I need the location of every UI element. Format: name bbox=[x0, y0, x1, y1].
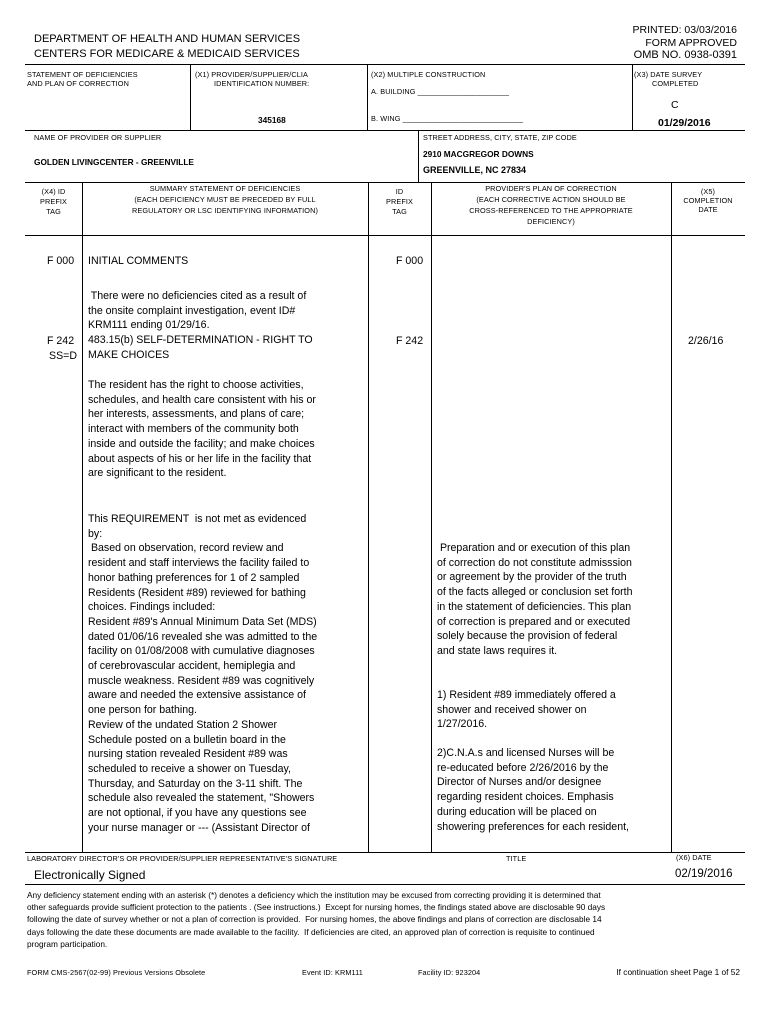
id-header: ID bbox=[395, 187, 404, 196]
event-id: Event ID: KRM111 bbox=[302, 968, 363, 977]
x4-header: PREFIX bbox=[40, 197, 67, 206]
id-header: PREFIX bbox=[386, 197, 413, 206]
provider-label: NAME OF PROVIDER OR SUPPLIER bbox=[34, 133, 162, 142]
x5-header: (X5) bbox=[700, 187, 716, 196]
rule bbox=[190, 64, 191, 130]
plan-header: DEFICIENCY) bbox=[527, 217, 575, 226]
rule bbox=[368, 182, 369, 852]
rule bbox=[25, 64, 745, 65]
summary-paragraph: The resident has the right to choose activities, schedules, and health care consistent with his or her interests, assessments, and plans of care; interact with members of the community both inside and outside the facility; and make choices about aspects of his or her life in the facility that are significant to the resident. bbox=[88, 379, 316, 480]
electronic-signature: Electronically Signed bbox=[34, 868, 146, 882]
address-city: GREENVILLE, NC 27834 bbox=[423, 165, 527, 175]
building-label: A. BUILDING ______________________ bbox=[371, 87, 510, 96]
date-label: (X6) DATE bbox=[676, 853, 712, 862]
provider-name: GOLDEN LIVINGCENTER - GREENVILLE bbox=[34, 157, 194, 167]
x1-label: (X1) PROVIDER/SUPPLIER/CLIA bbox=[195, 70, 308, 79]
disclaimer-text: Any deficiency statement ending with an asterisk (*) denotes a deficiency which the institution may be excused from correcting providing it is determined that other safeguards provide sufficient protection to the patients . (See instructions.) Except for nursing homes, the findings stated above are disclosable 90 days following the date of survey whether or not a plan of correction is provided. For nursing homes, the above findings and plans of correction are disclosable 14 days following the date these documents are made available to the facility. If deficiencies are cited, an approved plan of correction is requisite to continued program participation. bbox=[27, 890, 606, 949]
rule bbox=[632, 64, 633, 130]
right-tag-f000: F 000 bbox=[396, 255, 424, 267]
x3-label: COMPLETED bbox=[652, 79, 699, 88]
summary-paragraph: This REQUIREMENT is not met as evidenced by: Based on observation, record review and resident and staff interviews the facility failed to honor bathing preferences for 1 of 2 sampled Residents (Resident #89) reviewed for bathing choices. Findings included: Resident #89's Annual Minimum Data Set (MDS) dated 01/06/16 revealed she was admitted to the facility on 01/08/2008 with cumulative diagnoses of cerebrovascular accident, hemiplegia and muscle weakness. Resident #89 was cognitively aware and needed the extensive assistance of one person for bathing. Review of the undated Station 2 Shower Schedule posted on a bulletin board in the nursing station revealed Resident #89 was scheduled to receive a shower on Tuesday, Thursday, and Saturday on the 3-11 shift. The schedule also revealed the statement, "Showers are not optional, if you have any questions see your nurse manager or --- (Assistant Director of bbox=[88, 513, 318, 834]
x2-label: (X2) MULTIPLE CONSTRUCTION bbox=[371, 70, 486, 79]
summary-paragraph: There were no deficiencies cited as a result of the onsite complaint investigation, event ID# KRM111 ending 01/29/16. 483.15(b) SELF-DETERMINATION - RIGHT TO MAKE CHOICES bbox=[88, 290, 313, 361]
facility-id: Facility ID: 923204 bbox=[418, 968, 481, 977]
rule bbox=[431, 182, 432, 852]
provider-id-number: 345168 bbox=[258, 115, 286, 125]
title-label: TITLE bbox=[506, 854, 527, 863]
rule bbox=[82, 182, 83, 852]
survey-type-code: C bbox=[671, 99, 679, 111]
left-tag-f242: F 242 bbox=[47, 335, 75, 347]
id-header: TAG bbox=[392, 207, 407, 216]
x4-header: (X4) ID bbox=[41, 187, 66, 196]
address-label: STREET ADDRESS, CITY, STATE, ZIP CODE bbox=[423, 133, 577, 142]
completion-date: 2/26/16 bbox=[688, 335, 724, 347]
plan-paragraph: Preparation and or execution of this plan of correction do not constitute admisssion or agreement by the provider of the truth of the facts alleged or conclusion set forth in the statement of deficiencies. This plan of correction is prepared and or executed solely because the provision of federal and state laws requires it. bbox=[437, 542, 633, 657]
plan-header: CROSS-REFERENCED TO THE APPROPRIATE bbox=[469, 206, 633, 215]
rule bbox=[367, 64, 368, 130]
rule bbox=[25, 182, 745, 183]
wing-label: B. WING _____________________________ bbox=[371, 114, 524, 123]
rule bbox=[25, 130, 745, 131]
plan-header: PROVIDER'S PLAN OF CORRECTION bbox=[485, 184, 617, 193]
form-number: FORM CMS-2567(02-99) Previous Versions Obsolete bbox=[27, 968, 206, 977]
plan-paragraph: 1) Resident #89 immediately offered a shower and received shower on 1/27/2016. bbox=[437, 689, 616, 731]
rule bbox=[25, 884, 745, 885]
rule bbox=[25, 235, 745, 236]
printed-date: PRINTED: 03/03/2016 bbox=[632, 24, 737, 36]
x5-header: COMPLETION bbox=[683, 196, 733, 205]
x3-label: (X3) DATE SURVEY bbox=[634, 70, 703, 79]
x5-header: DATE bbox=[698, 205, 718, 214]
x1-label: IDENTIFICATION NUMBER: bbox=[214, 79, 310, 88]
rule bbox=[671, 182, 672, 852]
summary-header: SUMMARY STATEMENT OF DEFICIENCIES bbox=[149, 184, 301, 193]
department-line: DEPARTMENT OF HEALTH AND HUMAN SERVICES bbox=[34, 33, 301, 45]
signature-date: 02/19/2016 bbox=[675, 868, 733, 880]
address-street: 2910 MACGREGOR DOWNS bbox=[423, 149, 534, 159]
initial-comments-heading: INITIAL COMMENTS bbox=[88, 255, 189, 267]
summary-header: (EACH DEFICIENCY MUST BE PRECEDED BY FULL bbox=[134, 195, 316, 204]
statement-label: AND PLAN OF CORRECTION bbox=[27, 79, 129, 88]
page-number: If continuation sheet Page 1 of 52 bbox=[616, 967, 740, 977]
x4-header: TAG bbox=[46, 207, 61, 216]
rule bbox=[418, 130, 419, 182]
left-tag-severity: SS=D bbox=[49, 350, 77, 362]
omb-number: OMB NO. 0938-0391 bbox=[633, 49, 737, 61]
summary-header: REGULATORY OR LSC IDENTIFYING INFORMATION) bbox=[132, 206, 318, 215]
survey-completed-date: 01/29/2016 bbox=[658, 117, 711, 129]
plan-header: (EACH CORRECTIVE ACTION SHOULD BE bbox=[476, 195, 626, 204]
left-tag-f000: F 000 bbox=[47, 255, 75, 267]
right-tag-f242: F 242 bbox=[396, 335, 424, 347]
plan-paragraph: 2)C.N.A.s and licensed Nurses will be re-educated before 2/26/2016 by the Director of Nurses and/or designee regarding resident choices. Emphasis during education will be placed on showering preferences for each resident, bbox=[437, 747, 629, 833]
rule bbox=[25, 852, 745, 853]
signature-label: LABORATORY DIRECTOR'S OR PROVIDER/SUPPLIER REPRESENTATIVE'S SIGNATURE bbox=[27, 854, 338, 863]
form-approved: FORM APPROVED bbox=[645, 37, 737, 49]
agency-line: CENTERS FOR MEDICARE & MEDICAID SERVICES bbox=[34, 48, 300, 60]
statement-label: STATEMENT OF DEFICIENCIES bbox=[27, 70, 138, 79]
